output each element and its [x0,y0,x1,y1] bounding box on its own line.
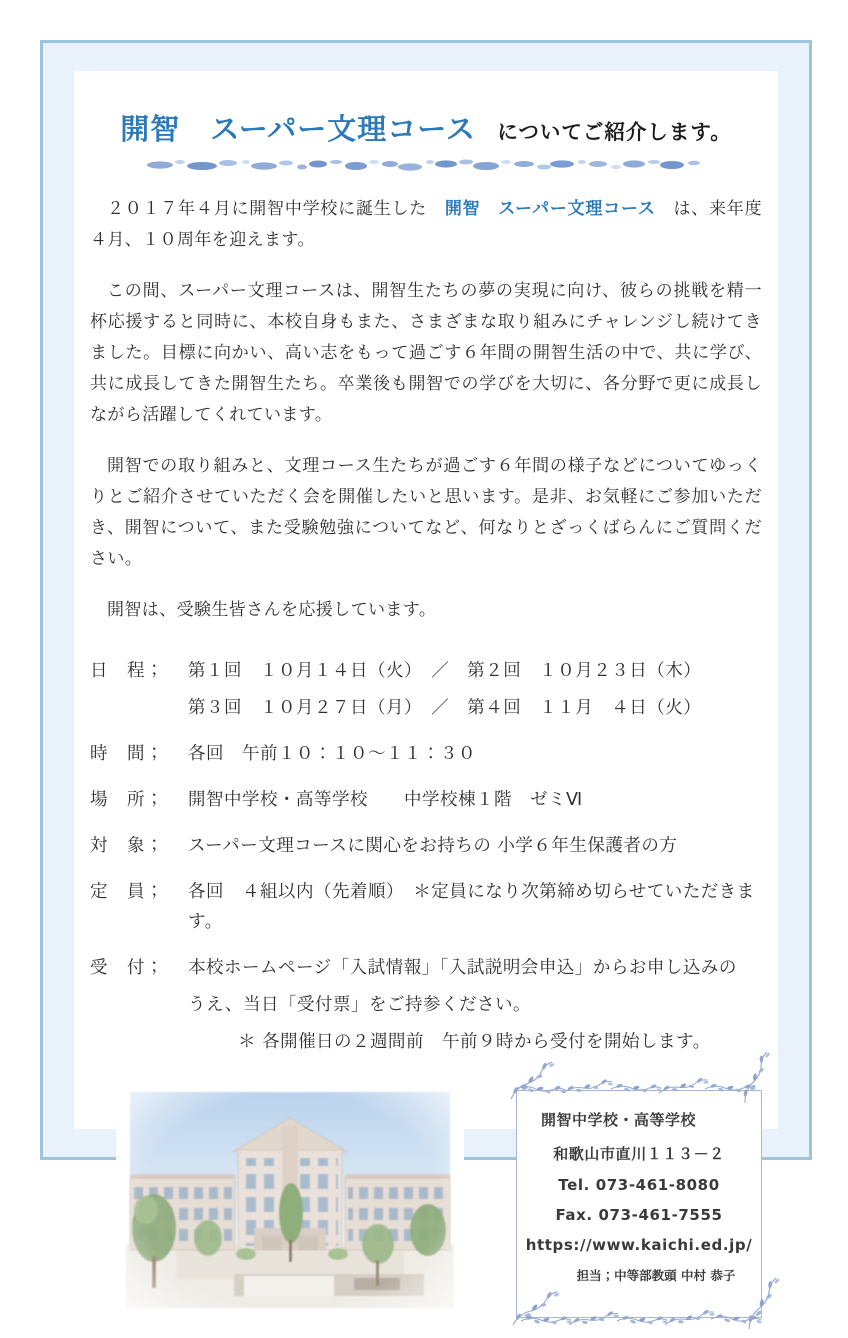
contact-address: 和歌山市直川１１３－２ [553,1145,725,1163]
schedule-line: 各回 ４組以内（先着順） ＊定員になり次第締め切らせていただきます。 [188,882,755,932]
schedule-label: 場 所； [90,790,164,810]
contact-box [516,1090,762,1318]
decorative-dotted-divider [146,156,706,174]
intro-paragraph-3: 開智での取り組みと、文理コース生たちが過ごす６年間の様子などについてゆっくりとご紹介させていただく会を開催したいと思います。是非、お気軽にご参加いただき、開智について、また受験勉強についてなど、何なりとざっくばらんにご質問ください。 [90,456,762,569]
page-title [90,71,762,148]
schedule-line: 開智中学校・高等学校 中学校棟１階 ゼミⅥ [188,790,583,810]
schedule-values [188,877,762,944]
contact-tel: Tel. 073-461-8080 [558,1176,720,1194]
intro-paragraph-2: この間、スーパー文理コースは、開智生たちの夢の実現に向け、彼らの挑戦を精一杯応援すると同時に、本校自身もまた、さまざまな取り組みにチャレンジし続けてきました。目標に向かい、高い志をもって過ごす６年間の開智生活の中で、共に学び、共に成長してきた開智生たち。卒業後も開智での学びを大切に、各分野で更に成長しながら活躍してくれています。 [90,281,762,425]
schedule-values [188,656,762,730]
schedule-values [188,953,762,1064]
contact-fax: Fax. 073-461-7555 [555,1206,723,1224]
schedule-values [188,785,762,822]
schedule-row-dates [90,656,762,730]
title-course-name: 開智 スーパー文理コース [120,112,476,146]
schedule-label: 定 員； [90,882,164,902]
intro-p1-text: ２０１７年４月に開智中学校に誕生した [107,199,445,219]
intro-p1-text-after: は、来年度４月、１０周年を迎えます。 [90,199,762,250]
schedule-line: 第３回 １０月２７日（月） ／ 第４回 １１月 ４日（火） [188,698,702,718]
schedule-row-time [90,739,762,776]
schedule-label: 受 付； [90,958,164,978]
campus-illustration [116,1078,464,1326]
schedule-line: うえ、当日「受付票」をご持参ください。 [188,995,532,1015]
outer-frame [40,40,812,1283]
intro-paragraph-1 [90,194,762,256]
contact-url: https://www.kaichi.ed.jp/ [525,1236,753,1254]
intro-p1-course-highlight: 開智 スーパー文理コース [444,199,656,219]
schedule-label: 時 間； [90,744,164,764]
schedule-label: 日 程； [90,661,164,681]
bottom-section [90,1078,762,1338]
intro-paragraph-4: 開智は、受験生皆さんを応援しています。 [107,600,437,620]
contact-school-name: 開智中学校・高等学校 [541,1111,697,1129]
schedule-values [188,739,762,776]
event-details-list [90,656,762,1064]
schedule-line: スーパー文理コースに関心をお持ちの 小学６年生保護者の方 [188,836,678,856]
schedule-row-audience [90,831,762,868]
schedule-values [188,831,762,868]
title-suffix: についてご紹介します。 [475,120,732,144]
schedule-row-capacity [90,877,762,944]
schedule-row-reception [90,953,762,1064]
schedule-line: 第１回 １０月１４日（火） ／ 第２回 １０月２３日（木） [188,661,702,681]
schedule-line: 各回 午前１０：１０～１１：３０ [188,744,476,764]
schedule-row-place [90,785,762,822]
schedule-line: 本校ホームページ「入試情報」「入試説明会申込」からお申し込みの [188,958,737,978]
school-building-image [116,1078,464,1326]
schedule-label: 対 象； [90,836,164,856]
schedule-note: ＊ 各開催日の２週間前 午前９時から受付を開始します。 [238,1032,711,1052]
content-area [74,71,778,1283]
contact-staff: 担当；中等部教頭 中村 恭子 [576,1268,736,1283]
